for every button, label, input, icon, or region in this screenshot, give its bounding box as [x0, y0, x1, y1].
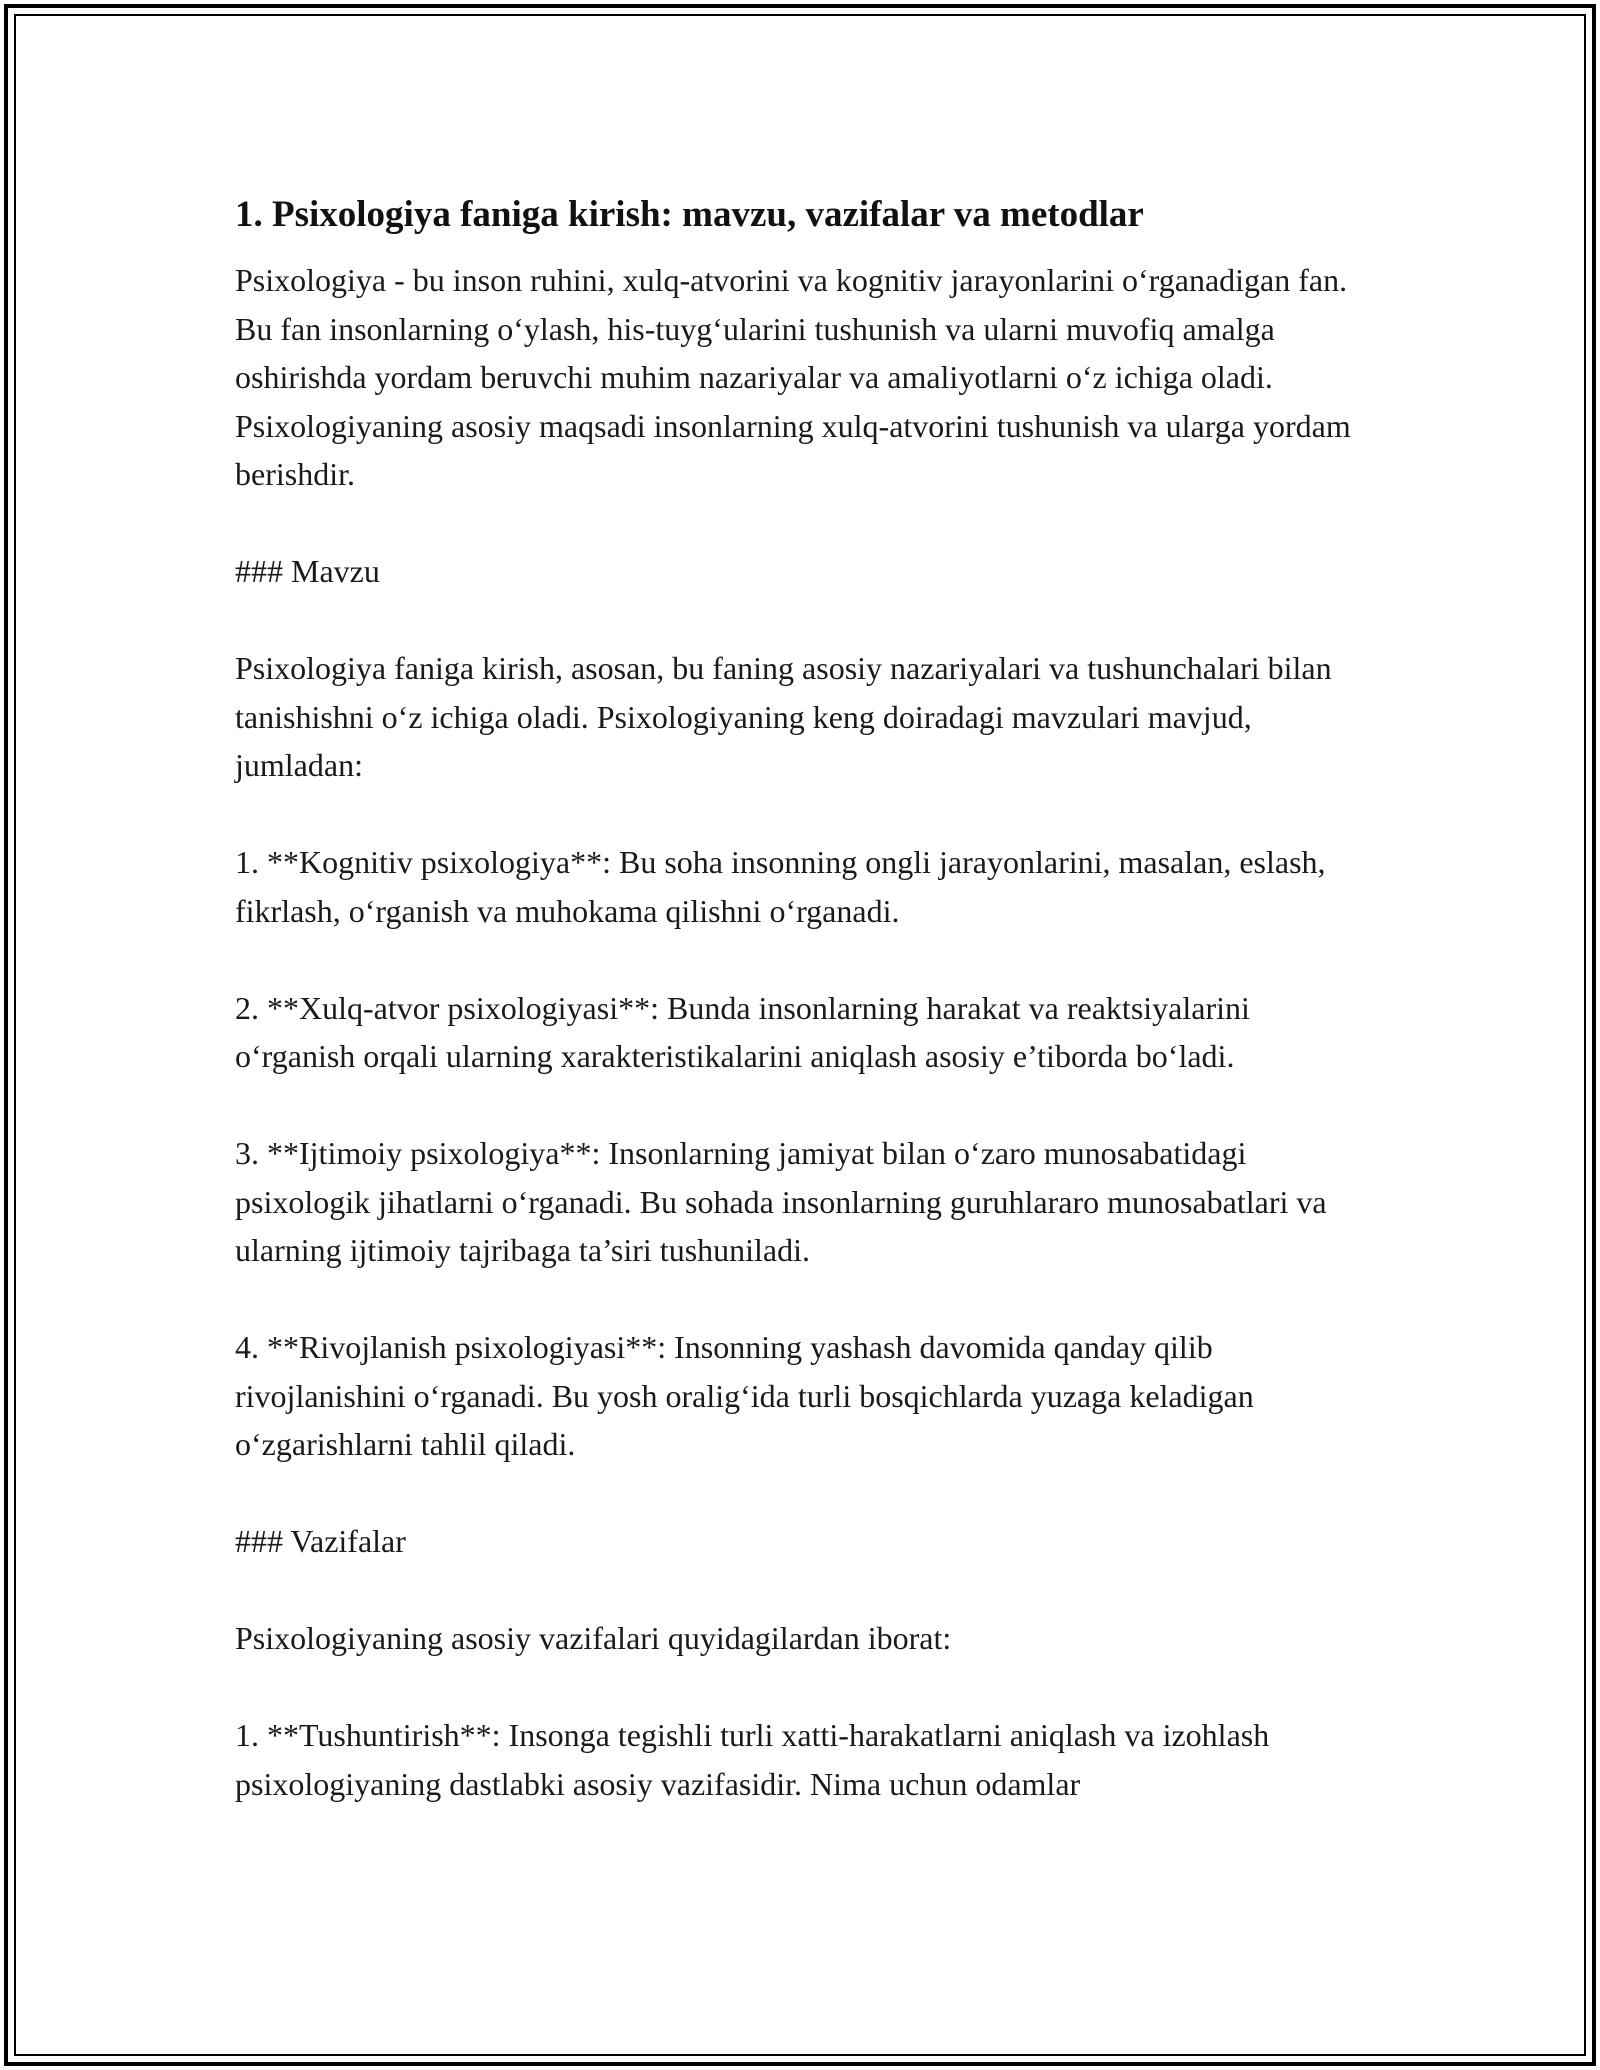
section-heading-vazifalar: ### Vazifalar — [235, 1523, 406, 1559]
intro-paragraph: Psixologiya - bu inson ruhini, xulq-atvorini va kognitiv jarayonlarini o‘rganadigan fan. Bu fan insonlarning o‘ylash, his-tuyg‘ularini tushunish va ularni muvofiq amalga oshirishda yordam beruvchi muhim nazariyalar va amaliyotlarni o‘z ichiga oladi. Psixologiyaning asosiy maqsadi insonlarning xulq-atvorini tushunish va ularga yordam berishdir. — [235, 262, 1359, 492]
list-item-tushuntirish: 1. **Tushuntirish**: Insonga tegishli turli xatti-harakatlarni aniqlash va izohlash psixologiyaning dastlabki asosiy vazifasidir. Nima uchun odamlar — [235, 1717, 1278, 1802]
vazifalar-paragraph: Psixologiyaning asosiy vazifalari quyidagilardan iborat: — [235, 1620, 952, 1656]
list-item-ijtimoiy: 3. **Ijtimoiy psixologiya**: Insonlarning jamiyat bilan o‘zaro munosabatidagi psixologik jihatlarni o‘rganadi. Bu sohada insonlarning guruhlararo munosabatlari va ularning ijtimoiy tajribaga ta’siri tushuniladi. — [235, 1135, 1335, 1268]
list-item-xulq-atvor: 2. **Xulq-atvor psixologiyasi**: Bunda insonlarning harakat va reaktsiyalarini o‘rganish orqali ularning xarakteristikalarini aniqlash asosiy e’tiborda bo‘ladi. — [235, 989, 1258, 1074]
mavzu-paragraph: Psixologiya faniga kirish, asosan, bu faning asosiy nazariyalari va tushunchalari bilan tanishishni o‘z ichiga oladi. Psixologiyaning keng doiradagi mavzulari mavjud, jumladan: — [235, 650, 1340, 783]
list-item-kognitiv: 1. **Kognitiv psixologiya**: Bu soha insonning ongli jarayonlarini, masalan, eslash, fikrlash, o‘rganish va muhokama qilishni o‘rganadi. — [235, 844, 1334, 929]
document-title: 1. Psixologiya faniga kirish: mavzu, vazifalar va metodlar — [235, 194, 1144, 235]
section-heading-mavzu: ### Mavzu — [235, 553, 380, 589]
document-page — [235, 182, 1375, 1808]
list-item-rivojlanish: 4. **Rivojlanish psixologiyasi**: Insonning yashash davomida qanday qilib rivojlanishini o‘rganadi. Bu yosh oralig‘ida turli bosqichlarda yuzaga keladigan o‘zgarishlarni tahlil qiladi. — [235, 1329, 1262, 1462]
